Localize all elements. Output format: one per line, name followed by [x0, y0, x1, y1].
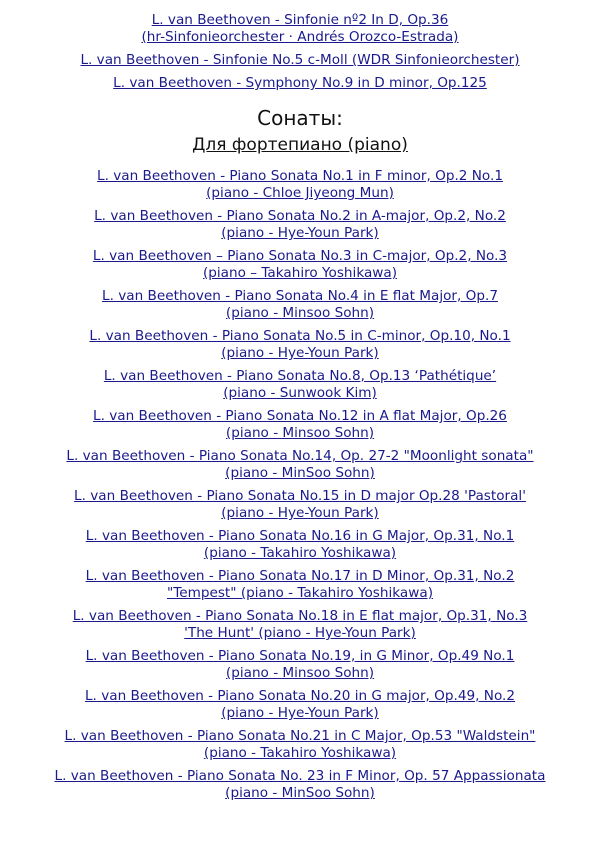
section-subtitle: Для фортепиано (piano) [192, 135, 408, 155]
link-line1: L. van Beethoven - Piano Sonata No.18 in E flat major, Op.31, No.3 [72, 608, 528, 624]
list-item [0, 568, 600, 602]
list-item [0, 528, 600, 562]
link-line1: L. van Beethoven - Piano Sonata No.4 in E flat Major, Op.7 [102, 288, 498, 304]
link-line2: (piano - Minsoo Sohn) [225, 665, 375, 681]
sonata-link[interactable] [86, 528, 515, 561]
sonata-link[interactable] [97, 168, 503, 201]
link-line2: (piano - Hye-Youn Park) [221, 225, 379, 241]
link-line1: L. van Beethoven - Piano Sonata No.5 in C-minor, Op.10, No.1 [89, 328, 511, 344]
link-line2: (piano - Minsoo Sohn) [225, 305, 375, 321]
sonata-link[interactable] [104, 368, 496, 401]
link-line2: (piano - MinSoo Sohn) [225, 785, 375, 801]
link-line2: (piano – Takahiro Yoshikawa) [202, 265, 398, 281]
link-line1: L. van Beethoven - Piano Sonata No.16 in G Major, Op.31, No.1 [85, 528, 515, 544]
link-line1: L. van Beethoven - Piano Sonata No. 23 in F Minor, Op. 57 Appassionata [54, 768, 546, 784]
link-line1: L. van Beethoven - Piano Sonata No.21 in C Major, Op.53 "Waldstein" [64, 728, 536, 744]
link-line2: (piano - Takahiro Yoshikawa) [203, 545, 397, 561]
link-line1: L. van Beethoven - Piano Sonata No.8, Op.13 ‘Pathétique’ [103, 368, 497, 384]
link-line2: (piano - Minsoo Sohn) [225, 425, 375, 441]
sonata-link[interactable] [93, 248, 507, 281]
sonata-link[interactable] [85, 688, 515, 721]
symphony-list [0, 12, 600, 92]
sonata-link[interactable] [65, 728, 536, 761]
list-item [0, 248, 600, 282]
list-item [0, 208, 600, 242]
sonata-link[interactable] [74, 488, 526, 521]
symphony-link[interactable] [142, 12, 459, 45]
sonata-link[interactable] [73, 608, 528, 641]
list-item [0, 768, 600, 802]
list-item [0, 448, 600, 482]
list-item [0, 648, 600, 682]
link-line1: L. van Beethoven - Piano Sonata No.17 in D Minor, Op.31, No.2 [85, 568, 515, 584]
symphony-link[interactable] [113, 75, 487, 91]
link-line1: L. van Beethoven - Sinfonie nº2 In D, Op.36 [151, 12, 449, 28]
link-line2: (piano - Hye-Youn Park) [221, 705, 379, 721]
list-item [0, 288, 600, 322]
link-line2: 'The Hunt' (piano - Hye-Youn Park) [184, 625, 416, 641]
link-line1: L. van Beethoven - Piano Sonata No.2 in A-major, Op.2, No.2 [94, 208, 506, 224]
list-item [0, 328, 600, 362]
link-line2: (piano - Hye-Youn Park) [221, 505, 379, 521]
sonata-link[interactable] [102, 288, 498, 321]
link-line2: (hr-Sinfonieorchester · Andrés Orozco-Estrada) [141, 29, 459, 45]
link-line2: (piano - Sunwook Kim) [223, 385, 377, 401]
link-line2: (piano - Hye-Youn Park) [221, 345, 379, 361]
sonata-link[interactable] [89, 328, 510, 361]
sonata-link[interactable] [86, 648, 515, 681]
list-item [0, 12, 600, 46]
link-line1: L. van Beethoven - Piano Sonata No.15 in D major Op.28 'Pastoral' [74, 488, 526, 504]
link-line1: L. van Beethoven - Symphony No.9 in D minor, Op.125 [113, 75, 487, 91]
list-item [0, 608, 600, 642]
sonata-list [0, 168, 600, 802]
list-item [0, 75, 600, 92]
link-line1: L. van Beethoven - Piano Sonata No.19, in G Minor, Op.49 No.1 [85, 648, 515, 664]
list-item [0, 408, 600, 442]
list-item [0, 52, 600, 69]
sonata-link[interactable] [55, 768, 546, 801]
symphony-link[interactable] [80, 52, 519, 68]
section-title: Сонаты: [257, 106, 343, 130]
link-line2: (piano - Chloe Jiyeong Mun) [206, 185, 394, 201]
link-line1: L. van Beethoven - Piano Sonata No.12 in A flat Major, Op.26 [93, 408, 507, 424]
list-item [0, 488, 600, 522]
list-item [0, 728, 600, 762]
link-line1: L. van Beethoven – Piano Sonata No.3 in C-major, Op.2, No.3 [92, 248, 508, 264]
link-line2: (piano - MinSoo Sohn) [225, 465, 375, 481]
link-line1: L. van Beethoven - Piano Sonata No.1 in F minor, Op.2 No.1 [97, 168, 503, 184]
list-item [0, 168, 600, 202]
link-line2: (piano - Takahiro Yoshikawa) [203, 745, 397, 761]
sonata-link[interactable] [94, 208, 506, 241]
sonata-link[interactable] [66, 448, 533, 481]
link-line1: L. van Beethoven - Piano Sonata No.14, Op. 27-2 "Moonlight sonata" [66, 448, 534, 464]
list-item [0, 368, 600, 402]
sonata-link[interactable] [93, 408, 507, 441]
link-line1: L. van Beethoven - Sinfonie No.5 c-Moll (WDR Sinfonieorchester) [80, 52, 520, 68]
list-item [0, 688, 600, 722]
sonata-link[interactable] [86, 568, 515, 601]
link-line2: "Tempest" (piano - Takahiro Yoshikawa) [166, 585, 434, 601]
link-line1: L. van Beethoven - Piano Sonata No.20 in G major, Op.49, No.2 [84, 688, 515, 704]
